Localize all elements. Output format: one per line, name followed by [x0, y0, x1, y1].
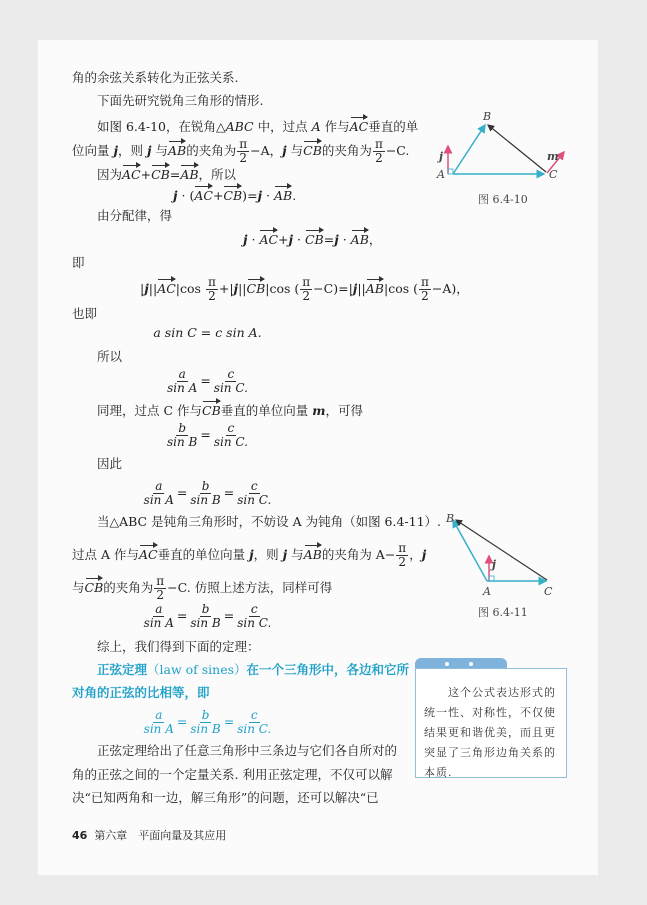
theorem-line: 对角的正弦的比相等，即 [72, 685, 210, 700]
fig1-label-m: m [547, 150, 559, 163]
text-line: 过点 A 作与AC垂直的单位向量 j，则 j 与AB的夹角为 A− $\frac{\pi}{2}$ ，j [72, 541, 427, 569]
equation: j · (AC+CB)=j · AB. [173, 184, 296, 205]
text-line: 因此 [97, 456, 123, 471]
equation: |j||AC|cos $\frac{\pi}{2}$ +|j||CB|cos ( $\frac{\pi}{2}$ −C)=|j||AB|cos ( $\frac{\pi}{2}$ −A)， [140, 275, 469, 303]
text-line: 角的正弦之间的一个定量关系. 利用正弦定理，不仅可以解 [72, 767, 393, 782]
fig1-label-j: j [439, 150, 443, 163]
equation: $\frac{a}{\text{sin A}}$ = $\frac{c}{\text{sin C.}}$ [167, 367, 248, 395]
margin-note-text: 这个公式表达形式的统一性、对称性，不仅使结果更和谐优美，而且更突显了三角形边角关系的本质. [424, 686, 556, 779]
fig1-label-A: A [437, 168, 445, 181]
fig2-label-C: C [544, 585, 553, 598]
text-line: 正弦定理给出了任意三角形中三条边与它们各自所对的 [97, 743, 398, 758]
text-line: 角的余弦关系转化为正弦关系. [72, 70, 239, 85]
text-line: 位向量 j，则 j 与AB的夹角为 $\frac{\pi}{2}$ −A，j 与CB的夹角为 $\frac{\pi}{2}$ −C. [72, 137, 410, 165]
text-line: 如图 6.4-10，在锐角△ABC 中，过点 A 作与AC垂直的单 [97, 115, 418, 136]
fig1-label-B: B [483, 110, 492, 123]
text-line: 当△ABC 是钝角三角形时，不妨设 A 为钝角（如图 6.4-11）. [97, 514, 442, 529]
equation: $\frac{b}{\text{sin B}}$ = $\frac{c}{\text{sin C.}}$ [167, 421, 248, 449]
text-line: 因为AC+CB=AB，所以 [97, 163, 236, 184]
text-line: 综上，我们得到下面的定理： [97, 639, 260, 654]
fig2-label-A: A [483, 585, 491, 598]
equation: j · AC+j · CB=j · AB， [243, 228, 381, 249]
fig2-label-B: B [446, 512, 455, 525]
page-number: 46 [72, 829, 88, 842]
text-line: 所以 [97, 349, 123, 364]
theorem-equation: $\frac{a}{\text{sin A}}$ = $\frac{b}{\text{sin B}}$ = $\frac{c}{\text{sin C.}}$ [143, 708, 272, 736]
equation: a sin C = c sin A. [153, 325, 262, 340]
equation: $\frac{a}{\text{sin A}}$ = $\frac{b}{\text{sin B}}$ = $\frac{c}{\text{sin C.}}$ [143, 479, 272, 507]
text-line: 由分配律，得 [97, 208, 173, 223]
fig1-label-C: C [549, 168, 558, 181]
text-line: 同理，过点 C 作与CB垂直的单位向量 m，可得 [97, 399, 363, 420]
figure-caption: 图 6.4-11 [478, 606, 528, 619]
text-line: 下面先研究锐角三角形的情形. [97, 93, 264, 108]
text-line: 与CB的夹角为 $\frac{\pi}{2}$ −C. 仿照上述方法，同样可得 [72, 574, 333, 602]
chapter-title: 第六章 平面向量及其应用 [94, 829, 227, 842]
figure-caption: 图 6.4-10 [478, 193, 528, 206]
footer [72, 827, 226, 843]
theorem-line: 正弦定理（law of sines）在一个三角形中，各边和它所 [97, 662, 410, 677]
text-line: 即 [72, 255, 85, 270]
equation: $\frac{a}{\text{sin A}}$ = $\frac{b}{\text{sin B}}$ = $\frac{c}{\text{sin C.}}$ [143, 602, 272, 630]
text-line: 决“已知两角和一边，解三角形”的问题，还可以解决“已 [72, 790, 379, 805]
text-line: 也即 [72, 306, 98, 321]
fig2-label-j: j [492, 558, 496, 571]
figure-6-4-11 [453, 520, 547, 581]
